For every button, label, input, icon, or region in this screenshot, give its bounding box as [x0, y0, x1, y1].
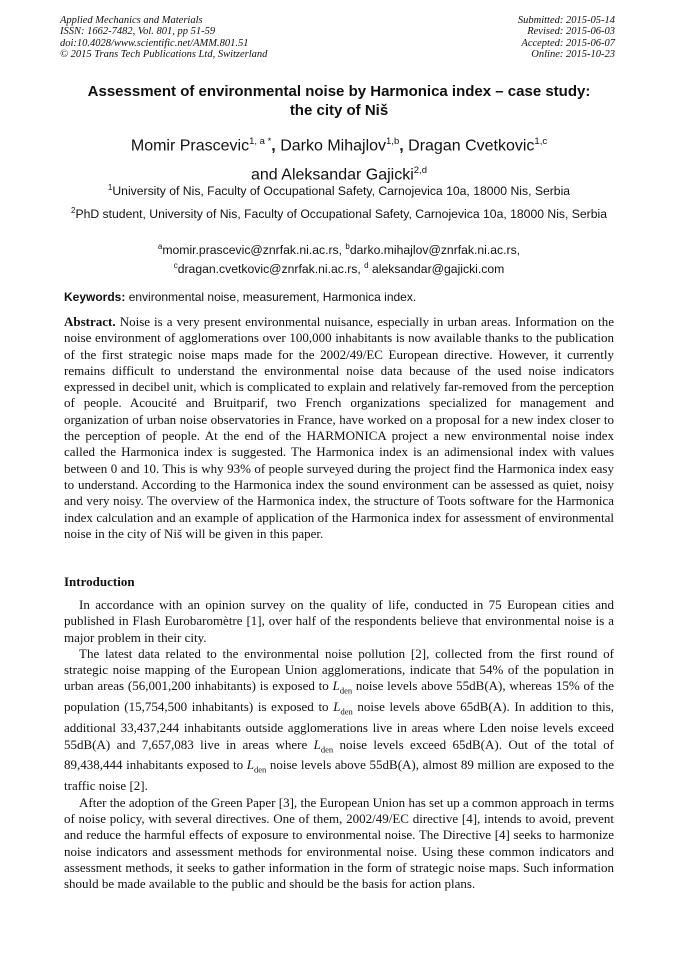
online-date: Online: 2015-10-23 [531, 49, 615, 61]
author-conjunction: and [251, 166, 278, 184]
author-affil-mark: 1,c [534, 136, 548, 147]
accepted-date: Accepted: 2015-06-07 [521, 37, 615, 49]
intro-paragraph-3: After the adoption of the Green Paper [3], the European Union has set up a common approach in terms of noise policy, with several directives. One of them, 2002/49/EC directive [4], intends to avoid, prevent and reduce the harmful effects of exposure to environmental noise. The Directive [4] seeks to harmonize noise indicators and assessment methods for environmental noise. Using these common indicators and assessment methods, it seeks to gather information in the form of strategic noise maps. Such information should be made available to the public and should be the basis for action plans. [64, 794, 614, 892]
section-heading-introduction: Introduction [64, 574, 135, 589]
affiliation-2: $^2$PhD student, University of Nis, Faculty of Occupational Safety, Carnojevica 10a, 18000 Nis, Serbia [71, 206, 607, 222]
email-link[interactable]: darko.mihajlov@znrfak.ni.ac.rs, [349, 243, 521, 258]
email-link[interactable]: aleksandar@gajicki.com [372, 262, 505, 277]
abstract [64, 314, 614, 542]
authors-line-1: Momir Prascevic$^{1, a *}$, Darko Mihajlov$^{1,b}$, Dragan Cvetkovic$^{1,c}$ [130, 136, 548, 155]
author-affil-mark: 1,b [386, 136, 400, 147]
paper-title [40, 82, 638, 120]
journal-doi: doi:10.4028/www.scientific.net/AMM.801.51 [60, 37, 249, 49]
abstract-label: Abstract. [64, 314, 116, 329]
author-emails [64, 239, 614, 277]
journal-issn: ISSN: 1662-7482, Vol. 801, pp 51-59 [60, 26, 216, 38]
author-name: Aleksandar Gajicki [281, 166, 414, 184]
journal-name: Applied Mechanics and Materials [60, 15, 203, 26]
title-line-2: the city of Niš [289, 102, 389, 119]
title-line-1: Assessment of environmental noise by Harmonica index – case study: [87, 83, 591, 100]
intro-paragraph-2: The latest data related to the environmental noise pollution [2], collected from the first round of strategic noise mapping of the European Union agglomerations, indicate that 54% of the population in urban areas (56,001,200 inhabitants) is exposed to $L_{den}$ noise levels above 55dB(A), whereas 15% of the population (15,754,500 inhabitants) is exposed to $L_{den}$ noise levels above 65dB(A). In addition to this, additional 33,437,244 inhabitants outside agglomerations live in areas where Lden noise levels exceed 55dB(A) and 7,657,083 live in areas where $L_{den}$ noise levels exceed 65dB(A). Out of the total of 89,438,444 inhabitants exposed to $L_{den}$ noise levels above 55dB(A), almost 89 million are exposed to the traffic noise [2]. [64, 645, 614, 794]
email-link[interactable]: momir.prascevic@znrfak.ni.ac.rs, [162, 243, 343, 258]
emails-line-1: $^a$momir.prascevic@znrfak.ni.ac.rs, $^b$darko.mihajlov@znrfak.ni.ac.rs, [157, 242, 521, 258]
author-affil-mark: 2,d [413, 165, 427, 177]
author-name: Dragan Cvetkovic [408, 137, 535, 155]
author-list [40, 129, 638, 188]
keywords-label: Keywords: [64, 290, 126, 304]
submission-dates [518, 15, 615, 61]
emails-line-2: $^c$dragan.cvetkovic@znrfak.ni.ac.rs, $^d$ aleksandar@gajicki.com [173, 261, 505, 277]
abstract-text: Noise is a very present environmental nuisance, especially in urban areas. Information on the noise environment of agglomerations over 100,000 inhabitants is now available thanks to the publication of the first strategic noise maps made for the 2002/49/EC European directive. However, it currently remains difficult to understand the environmental noise data because of the used noise indicators expressed in decibel unit, which is complicated to explain and relatively far-removed from the perception of people. Acoucité and Bruitparif, two French organizations specialized for management and organization of urban noise observatories in France, have worked on a proposal for a new index closer to the perception of people. At the end of the HARMONICA project a new environmental noise index called the Harmonica index is suggested. The Harmonica index is an adimensional index with values between 0 and 10. This is why 93% of people surveyed during the project find the Harmonica index easy to understand. According to the Harmonica index the sound environment can be assessed as quiet, noisy and very noisy. The overview of the Harmonica index, the structure of Toots software for the Harmonica index calculation and an example of application of the Harmonica index for assessment of environmental noise in the city of Niš will be given in this paper. [64, 314, 615, 541]
submitted-date: Submitted: 2015-05-14 [517, 15, 615, 26]
journal-copyright: © 2015 Trans Tech Publications Ltd, Switzerland [60, 49, 268, 61]
introduction-body [64, 597, 614, 892]
keywords-text: environmental noise, measurement, Harmonica index. [128, 290, 417, 304]
author-name: Darko Mihajlov [280, 137, 387, 155]
journal-info [60, 15, 267, 61]
intro-paragraph-1: In accordance with an opinion survey on the quality of life, conducted in 75 European cities and published in Flash Eurobaromètre [1], over half of the respondents believe that environmental noise is a major problem in their city. [64, 597, 614, 645]
affiliation-1: $^1$University of Nis, Faculty of Occupational Safety, Carnojevica 10a, 18000 Nis, Serbia [107, 183, 571, 199]
revised-date: Revised: 2015-06-03 [527, 26, 615, 38]
author-name: Momir Prascevic [130, 137, 250, 155]
email-link[interactable]: dragan.cvetkovic@znrfak.ni.ac.rs, [177, 262, 361, 277]
author-affil-mark: 1, a * [249, 136, 272, 147]
keywords [64, 290, 416, 304]
